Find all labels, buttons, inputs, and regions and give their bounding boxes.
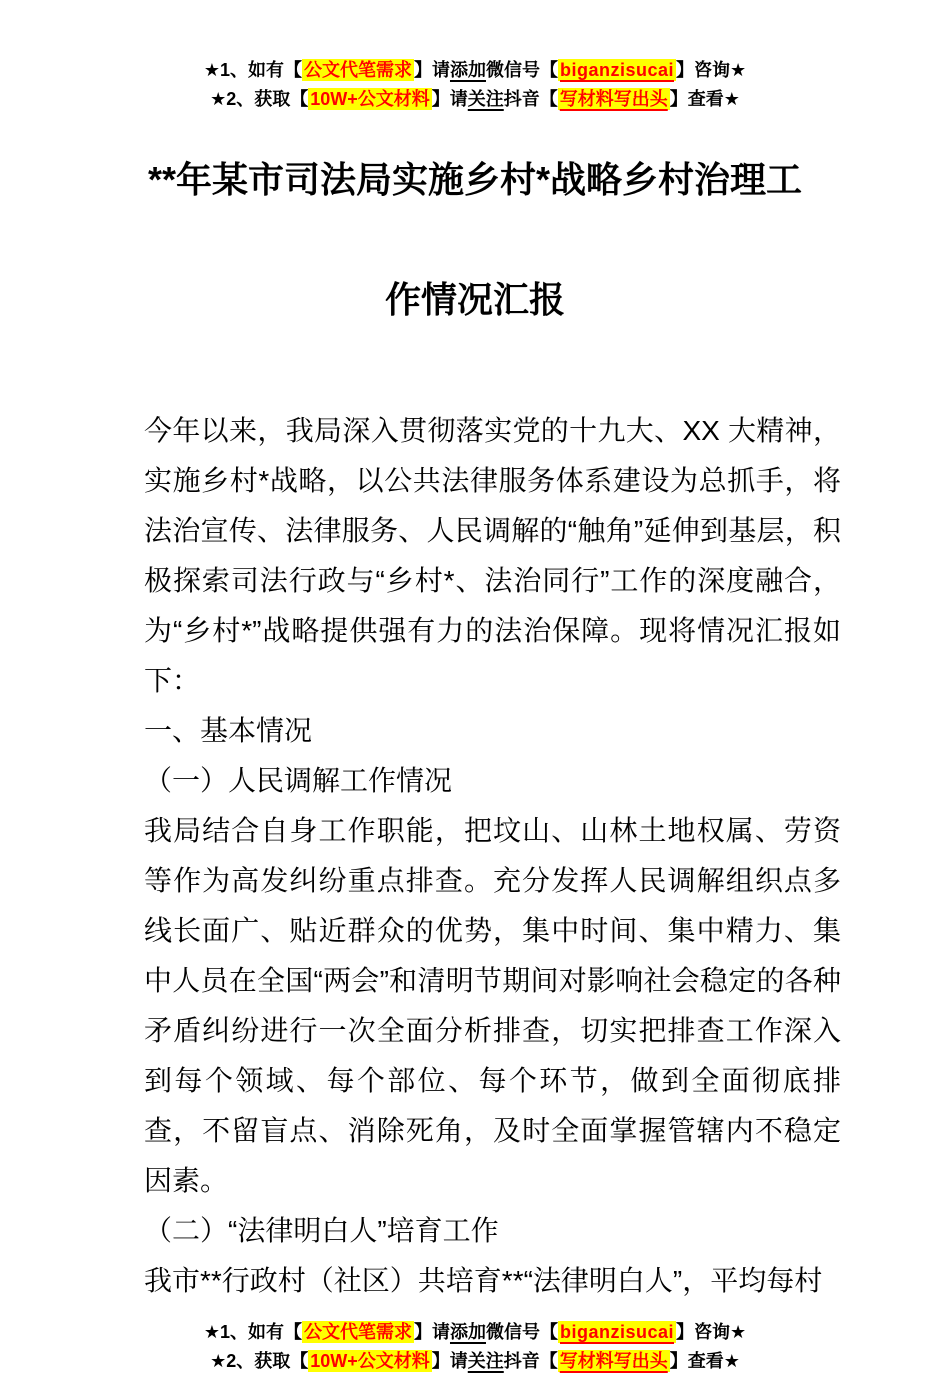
promo-underlined-text: 添加 [449,60,486,80]
promo-douyin-id: 写材料写出头 [559,1351,668,1371]
paragraph-legal-experts: 我市**行政村（社区）共培育**“法律明白人”，平均每村 [144,1265,823,1296]
title-line-2: 作情况汇报 [384,279,565,320]
promo-wechat-id: biganzisucai [559,60,675,80]
heading-subsection-1: （一）人民调解工作情况 [144,765,453,796]
promo-text: 】查看★ [669,1351,740,1371]
heading-section-1: 一、基本情况 [144,715,313,746]
promo-highlight: 公文代笔需求 [303,60,412,80]
promo-line-1 [0,1318,950,1347]
promo-text: 】咨询★ [676,60,747,80]
promo-text: 】咨询★ [676,1322,747,1342]
promo-text: ★1、如有【 [203,1322,302,1342]
promo-text: ★1、如有【 [203,60,302,80]
promo-wechat-id: biganzisucai [559,1322,675,1342]
promo-highlight: 10W+公文材料 [310,1351,430,1371]
promo-highlight: 公文代笔需求 [303,1322,412,1342]
paragraph-mediation-work: 我局结合自身工作职能，把坟山、山林土地权属、劳资等作为高发纠纷重点排查。充分发挥人民调解组织点多线长面广、贴近群众的优势，集中时间、集中精力、集中人员在全国“两会”和清明节期间对影响社会稳定的各种矛盾纠纷进行一次全面分析排查，切实把排查工作深入到每个领域、每个部位、每个环节，做到全面彻底排查，不留盲点、消除死角，及时全面掌握管辖内不稳定因素。 [144,815,841,1196]
promo-text: 】请 [431,89,468,109]
promo-underlined-text: 关注 [467,1351,504,1371]
promo-text: 抖音【 [503,1351,558,1371]
promo-text: ★2、获取【 [210,1351,309,1371]
promo-text: ★2、获取【 [210,89,309,109]
promo-line-2 [0,85,950,114]
promo-underlined-text: 关注 [467,89,504,109]
document-body [144,406,841,1306]
footer-promo [0,1318,950,1376]
promo-text: 微信号【 [485,1322,558,1342]
header-promo [0,0,950,114]
promo-text: 抖音【 [503,89,558,109]
promo-highlight: 10W+公文材料 [310,89,430,109]
promo-line-1 [0,56,950,85]
promo-text: 】查看★ [669,89,740,109]
promo-text: 】请 [431,1351,468,1371]
promo-underlined-text: 添加 [449,1322,486,1342]
promo-douyin-id: 写材料写出头 [559,89,668,109]
title-line-1: **年某市司法局实施乡村*战略乡村治理工 [147,159,803,200]
promo-text: 微信号【 [485,60,558,80]
promo-text: 】请 [413,60,450,80]
paragraph-intro: 今年以来，我局深入贯彻落实党的十九大、XX 大精神，实施乡村*战略，以公共法律服务体系建设为总抓手，将法治宣传、法律服务、人民调解的“触角”延伸到基层，积极探索司法行政与“乡村*、法治同行”工作的深度融合，为“乡村*”战略提供强有力的法治保障。现将情况汇报如下： [144,415,841,696]
promo-line-2 [0,1347,950,1376]
promo-text: 】请 [413,1322,450,1342]
document-title [0,120,950,360]
heading-subsection-2: （二）“法律明白人”培育工作 [144,1215,499,1246]
